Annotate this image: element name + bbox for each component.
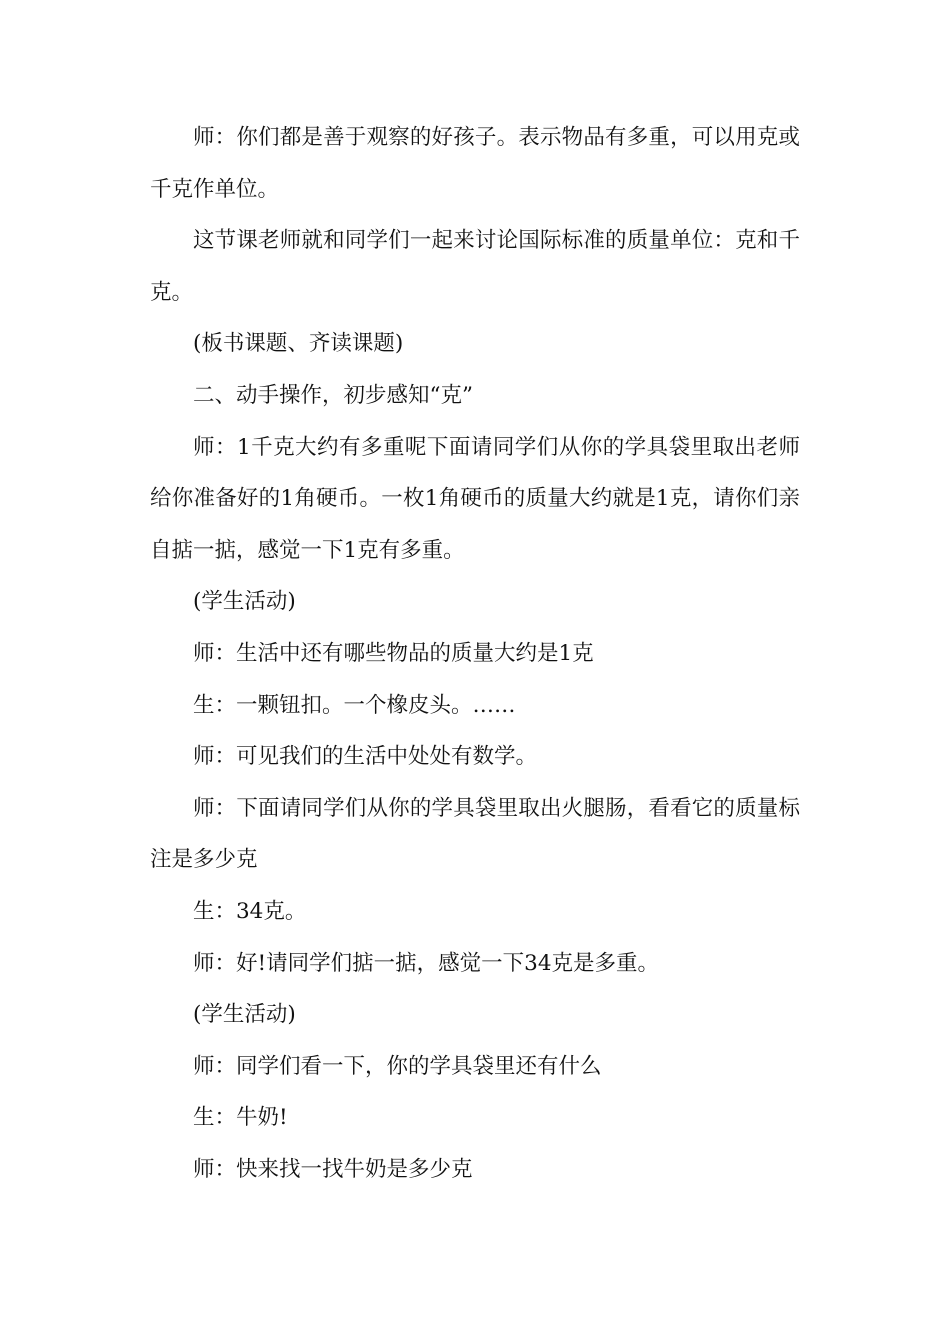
- section-heading: 二、动手操作，初步感知“克”: [193, 382, 473, 408]
- paragraph-student-activity-1: (学生活动): [193, 589, 296, 615]
- paragraph-teacher-question-1: 师：生活中还有哪些物品的质量大约是1克: [193, 640, 594, 666]
- paragraph-teacher-milk: 师：快来找一找牛奶是多少克: [193, 1156, 473, 1182]
- paragraph-student-answer-2: 生：34克。: [193, 898, 307, 924]
- paragraph-teacher-question-2: 师：同学们看一下，你的学具袋里还有什么: [193, 1053, 602, 1079]
- paragraph-student-answer-3: 生：牛奶!: [193, 1105, 288, 1131]
- paragraph-student-activity-2: (学生活动): [193, 1002, 296, 1028]
- document-page: [150, 112, 800, 1195]
- paragraph-coin-activity: 师：1千克大约有多重呢下面请同学们从你的学具袋里取出老师给你准备好的1角硬币。一枚1角硬币的质量大约就是1克，请你们亲自掂一掂，感觉一下1克有多重。: [150, 434, 800, 563]
- paragraph-lesson-intro: 这节课老师就和同学们一起来讨论国际标准的质量单位：克和千克。: [150, 228, 800, 305]
- paragraph-teacher-remark: 师：可见我们的生活中处处有数学。: [193, 744, 538, 770]
- paragraph-sausage-activity: 师：下面请同学们从你的学具袋里取出火腿肠，看看它的质量标注是多少克: [150, 795, 800, 873]
- paragraph-teacher-units: 师：你们都是善于观察的好孩子。表示物品有多重，可以用克或千克作单位。: [150, 125, 800, 202]
- paragraph-student-answer-1: 生：一颗钮扣。一个橡皮头。……: [193, 692, 516, 718]
- paragraph-teacher-weigh: 师：好!请同学们掂一掂，感觉一下34克是多重。: [193, 950, 659, 976]
- paragraph-board-title: (板书课题、齐读课题): [193, 331, 404, 357]
